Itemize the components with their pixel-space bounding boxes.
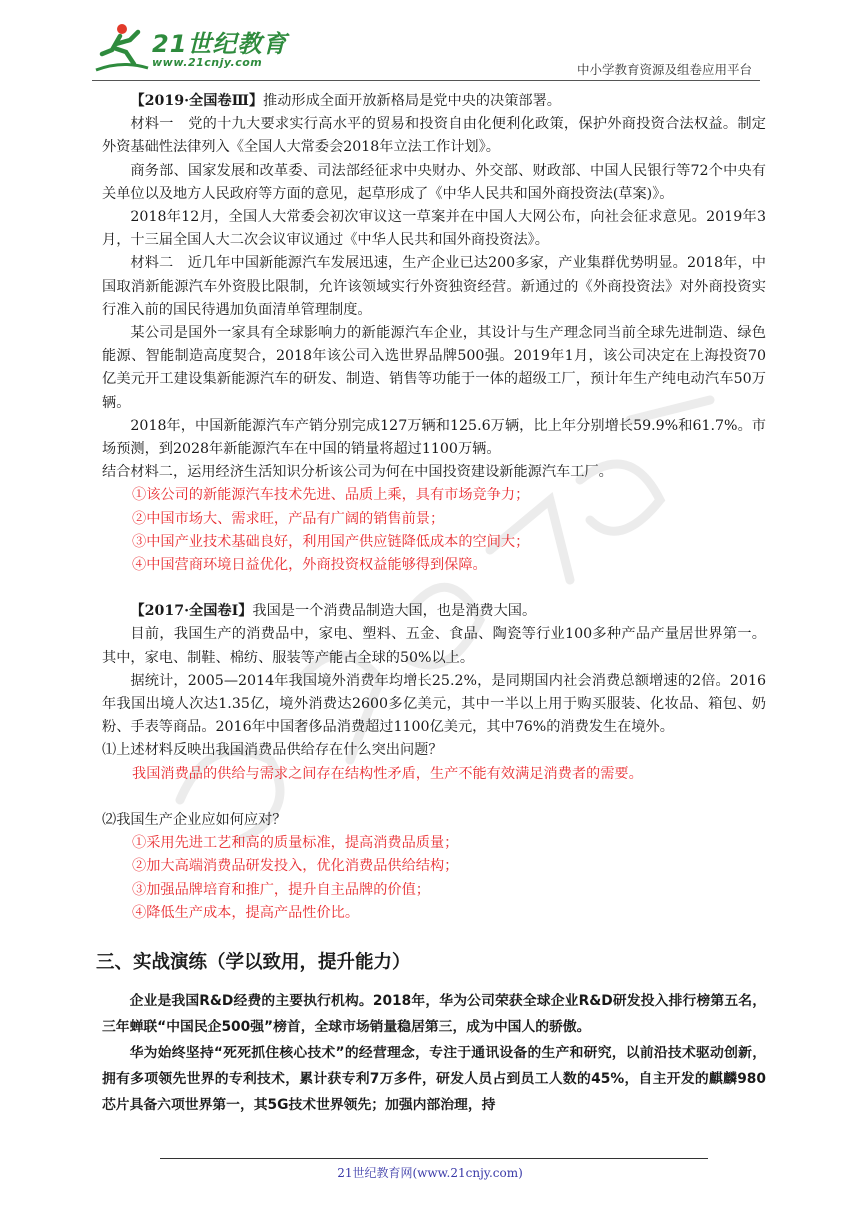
q2-subquestion-1: ⑴上述材料反映出我国消费品供给存在什么突出问题？ xyxy=(102,742,443,759)
document-body xyxy=(96,90,766,1118)
platform-name: 中小学教育资源及组卷应用平台 xyxy=(576,62,752,77)
q1-paragraph-5: 某公司是国外一家具有全球影响力的新能源汽车企业，其设计与生产理念同当前全球先进制造、绿色能源、智能制造高度契合，2018年该公司入选世界品牌500强。2019年1月，该公司决定在上海投资70亿美元开工建设集新能源汽车的研发、制造、销售等功能于一体的超级工厂，预计年生产纯电动汽车50万辆。 xyxy=(102,325,766,411)
page-header xyxy=(92,18,760,80)
q1-paragraph-2: 商务部、国家发展和改革委、司法部经征求中央财办、外交部、财政部、中国人民银行等72个中央有关单位以及地方人民政府等方面的意见，起草形成了《中华人民共和国外商投资法(草案)》。 xyxy=(102,162,766,202)
q1-question: 结合材料二，运用经济生活知识分析该公司为何在中国投资建设新能源汽车工厂。 xyxy=(102,464,613,481)
q2-paragraph-1: 目前，我国生产的消费品中，家电、塑料、五金、食品、陶瓷等行业100多种产品产量居世界第一。其中，家电、制鞋、棉纺、服装等产能占全球的50%以上。 xyxy=(102,626,766,666)
q1-material-2: 材料二 近几年中国新能源汽车发展迅速，生产企业已达200多家，产业集群优势明显。2018年，中国取消新能源汽车外资股比限制，允许该领域实行外资独资经营。新通过的《外商投资法》对外商投资实行准入前的国民待遇加负面清单管理制度。 xyxy=(102,255,766,318)
q2-answer-2-4: ④降低生产成本，提高产品性价比。 xyxy=(132,904,360,921)
logo-text: 21世纪教育 xyxy=(152,30,288,58)
site-logo[interactable] xyxy=(92,20,292,76)
q1-material-1: 材料一 党的十九大要求实行高水平的贸易和投资自由化便利化政策，保护外商投资合法权益。制定外资基础性法律列入《全国人大常委会2018年立法工作计划》。 xyxy=(102,116,766,156)
q2-answer-2-3: ③加强品牌培育和推广，提升自主品牌的价值； xyxy=(132,881,430,898)
section-3-title: 三、实战演练（学以致用，提升能力） xyxy=(96,951,411,973)
q2-intro: 【2017·全国卷Ⅰ】我国是一个消费品制造大国，也是消费大国。 xyxy=(130,603,537,620)
q1-answer-1: ①该公司的新能源汽车技术先进、品质上乘，具有市场竞争力； xyxy=(132,487,530,504)
q1-answer-3: ③中国产业技术基础良好，利用国产供应链降低成本的空间大； xyxy=(132,533,530,550)
header-divider xyxy=(92,80,760,81)
section-3-paragraph-2: 华为始终坚持“死死抓住核心技术”的经营理念，专注于通讯设备的生产和研究，以前沿技术驱动创新，拥有多项领先世界的专利技术，累计获专利7万多件，研发人员占到员工人数的45%，自主开发的麒麟980芯片具备六项世界第一，其5G技术世界领先；加强内部治理，持 xyxy=(102,1045,766,1114)
q1-intro: 【2019·全国卷Ⅲ】推动形成全面开放新格局是党中央的决策部署。 xyxy=(130,93,561,109)
footer-link[interactable]: 21世纪教育网(www.21cnjy.com) xyxy=(337,1166,523,1180)
section-3-paragraph-1: 企业是我国R&D经费的主要执行机构。2018年，华为公司荣获全球企业R&D研发投入排行榜第五名，三年蝉联“中国民企500强”榜首，全球市场销量稳居第三，成为中国人的骄傲。 xyxy=(102,993,766,1036)
q2-answer-2-2: ②加大高端消费品研发投入，优化消费品供给结构； xyxy=(132,858,459,875)
q2-subquestion-2: ⑵我国生产企业应如何应对？ xyxy=(102,811,287,828)
q2-answer-2-1: ①采用先进工艺和高的质量标准，提高消费品质量； xyxy=(132,835,459,852)
footer-divider xyxy=(160,1158,708,1159)
q2-answer-1: 我国消费品的供给与需求之间存在结构性矛盾，生产不能有效满足消费者的需要。 xyxy=(132,765,643,782)
q1-paragraph-6: 2018年，中国新能源汽车产销分别完成127万辆和125.6万辆，比上年分别增长59.9%和61.7%。市场预测，到2028年新能源汽车在中国的销量将超过1100万辆。 xyxy=(102,417,766,458)
q1-paragraph-3: 2018年12月，全国人大常委会初次审议这一草案并在中国人大网公布，向社会征求意见。2019年3月，十三届全国人大二次会议审议通过《中华人民共和国外商投资法》。 xyxy=(102,209,766,249)
q2-paragraph-2: 据统计，2005—2014年我国境外消费年均增长25.2%，是同期国内社会消费总额增速的2倍。2016年我国出境人次达1.35亿，境外消费达2600多亿美元，其中一半以上用于购买服装、化妆品、箱包、奶粉、手表等商品。2016年中国奢侈品消费超过1100亿美元，其中76%的消费发生在境外。 xyxy=(102,672,766,736)
running-figure-icon xyxy=(92,20,150,76)
q1-answer-2: ②中国市场大、需求旺，产品有广阔的销售前景； xyxy=(132,510,445,527)
logo-url: www.21cnjy.com xyxy=(152,56,263,69)
q1-answer-4: ④中国营商环境日益优化，外商投资权益能够得到保障。 xyxy=(132,557,487,574)
